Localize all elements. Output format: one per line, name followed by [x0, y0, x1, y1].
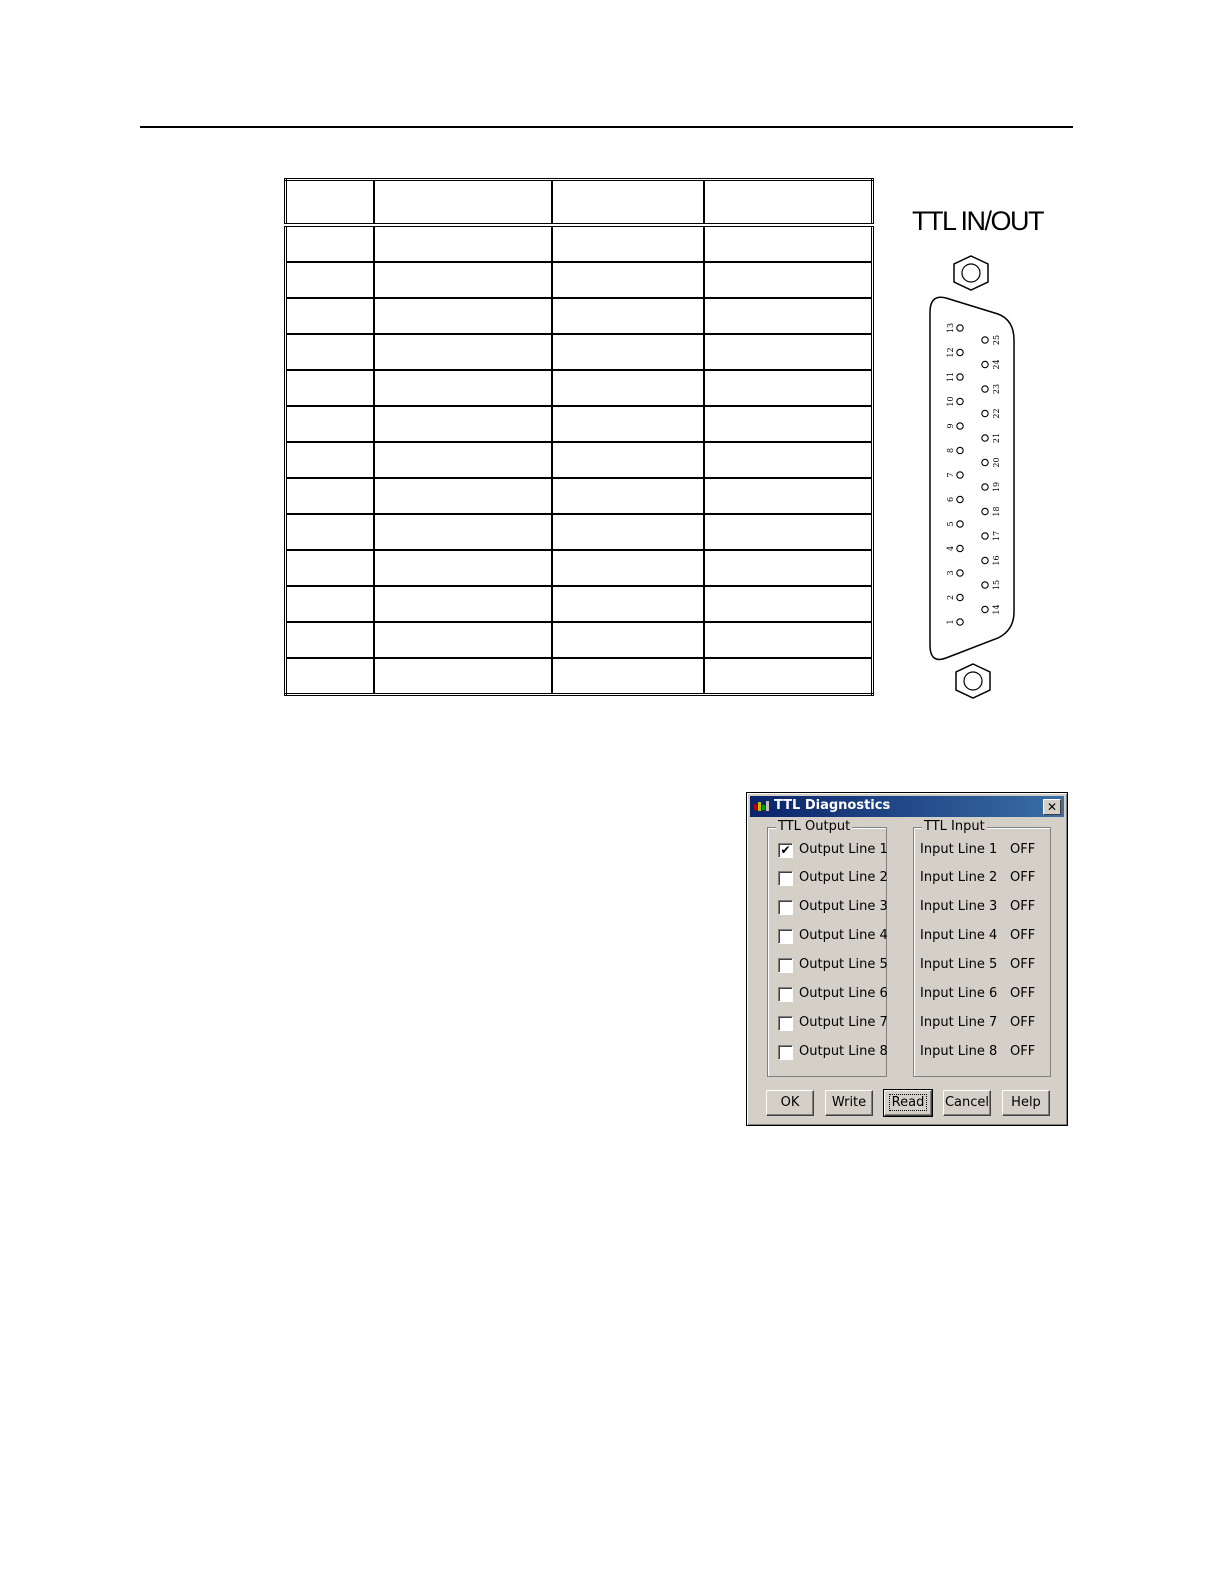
left-pin-number: 13 — [946, 322, 955, 334]
left-pin — [957, 521, 963, 527]
output-line-checkbox[interactable] — [778, 1045, 793, 1060]
table-cell — [374, 586, 552, 622]
output-line-label[interactable]: Output Line 3 — [799, 899, 888, 914]
output-line-checkbox[interactable] — [778, 900, 793, 915]
table-cell — [286, 550, 375, 586]
app-icon — [754, 800, 772, 813]
table-row — [286, 586, 873, 622]
table-cell — [286, 514, 375, 550]
table-cell — [552, 514, 704, 550]
left-pin — [957, 447, 963, 453]
right-pin-number: 25 — [992, 334, 1001, 346]
table-row — [286, 262, 873, 298]
screw-hole-top — [962, 264, 980, 282]
output-line-label[interactable]: Output Line 5 — [799, 957, 888, 972]
connector-shell — [930, 297, 1014, 659]
dialog-titlebar[interactable] — [750, 796, 1064, 817]
table-cell — [704, 225, 873, 262]
read-button[interactable] — [884, 1090, 932, 1116]
table-header-cell — [374, 180, 552, 226]
right-pin-number: 23 — [992, 383, 1001, 395]
table-cell — [704, 658, 873, 695]
table-cell — [374, 442, 552, 478]
table-cell — [552, 550, 704, 586]
table-cell — [552, 334, 704, 370]
left-pin-number: 3 — [946, 570, 955, 576]
write-button-label: Write — [831, 1095, 867, 1110]
help-button-label: Help — [1011, 1095, 1041, 1110]
input-line-row — [920, 928, 1042, 948]
left-pin-number: 9 — [946, 423, 955, 429]
right-pin-number: 17 — [992, 530, 1001, 542]
input-line-row — [920, 899, 1042, 919]
left-pin — [957, 423, 963, 429]
input-line-label: Input Line 1 — [920, 842, 998, 857]
input-line-row — [920, 870, 1042, 890]
input-line-state: OFF — [1010, 986, 1036, 1001]
right-pin — [982, 361, 988, 367]
right-pin-number: 21 — [992, 432, 1001, 444]
right-pin — [982, 557, 988, 563]
input-line-row — [920, 986, 1042, 1006]
cancel-button[interactable] — [943, 1090, 991, 1116]
table-cell — [704, 334, 873, 370]
right-pin-number: 20 — [992, 457, 1001, 468]
right-pin — [982, 606, 988, 612]
table-cell — [704, 370, 873, 406]
table-row — [286, 550, 873, 586]
table-cell — [286, 334, 375, 370]
left-pin-number: 2 — [946, 594, 955, 601]
right-pin-number: 19 — [992, 481, 1001, 493]
table-cell — [704, 550, 873, 586]
table-cell — [704, 262, 873, 298]
table-cell — [286, 622, 375, 658]
db25-connector-diagram — [900, 250, 1040, 710]
left-pin-number: 5 — [946, 521, 955, 527]
table-cell — [704, 622, 873, 658]
connector-title: TTL IN/OUT — [912, 206, 1043, 236]
input-line-row — [920, 1015, 1042, 1035]
input-line-state: OFF — [1010, 842, 1036, 857]
table-header-cell — [704, 180, 873, 226]
right-pin — [982, 435, 988, 441]
table-header-row — [286, 180, 873, 226]
table-cell — [374, 370, 552, 406]
output-line-label[interactable]: Output Line 6 — [799, 986, 888, 1001]
left-pin-number: 1 — [946, 619, 955, 625]
table-cell — [552, 586, 704, 622]
table-header-cell — [286, 180, 375, 226]
header-rule — [140, 126, 1073, 128]
output-line-checkbox[interactable] — [778, 871, 793, 886]
dialog-title: TTL Diagnostics — [774, 798, 891, 813]
left-pin-number: 7 — [946, 472, 955, 478]
input-line-label: Input Line 8 — [920, 1044, 998, 1059]
input-line-row — [920, 1044, 1042, 1064]
table-cell — [374, 550, 552, 586]
table-cell — [374, 658, 552, 695]
ok-button-label: OK — [780, 1095, 800, 1110]
table-row — [286, 478, 873, 514]
right-pin — [982, 410, 988, 416]
left-pin-number: 6 — [946, 496, 955, 503]
table-cell — [704, 298, 873, 334]
table-cell — [286, 406, 375, 442]
ttl-output-group — [767, 819, 888, 1077]
table-cell — [374, 334, 552, 370]
table-cell — [286, 442, 375, 478]
right-pin — [982, 533, 988, 539]
right-pin — [982, 484, 988, 490]
table-cell — [286, 262, 375, 298]
output-line-checkbox[interactable] — [778, 958, 793, 973]
table-cell — [552, 478, 704, 514]
left-pin-number: 8 — [946, 447, 955, 454]
right-pin — [982, 386, 988, 392]
output-line-checkbox[interactable] — [778, 1016, 793, 1031]
input-line-label: Input Line 3 — [920, 899, 998, 914]
pin-table — [284, 178, 874, 696]
input-line-state: OFF — [1010, 957, 1036, 972]
output-line-label[interactable]: Output Line 2 — [799, 870, 888, 885]
right-pin — [982, 582, 988, 588]
left-pin — [957, 619, 963, 625]
table-cell — [374, 478, 552, 514]
left-pin-number: 10 — [946, 396, 955, 407]
output-line-label[interactable]: Output Line 1 — [799, 842, 888, 857]
ttl-diagnostics-dialog — [746, 792, 1068, 1126]
input-line-state: OFF — [1010, 928, 1036, 943]
input-line-row — [920, 842, 1042, 862]
left-pin-number: 12 — [946, 347, 955, 358]
table-cell — [704, 514, 873, 550]
table-row — [286, 658, 873, 695]
table-cell — [374, 262, 552, 298]
pin-group — [946, 323, 1001, 625]
table-cell — [286, 658, 375, 695]
right-pin — [982, 337, 988, 343]
right-pin-number: 16 — [992, 555, 1001, 566]
right-pin-number: 15 — [992, 579, 1001, 591]
left-pin-number: 11 — [946, 371, 955, 383]
help-button[interactable] — [1002, 1090, 1050, 1116]
input-line-label: Input Line 7 — [920, 1015, 998, 1030]
screw-hex-bottom — [956, 664, 990, 698]
left-pin — [957, 349, 963, 355]
input-line-label: Input Line 2 — [920, 870, 998, 885]
left-pin — [957, 472, 963, 478]
table-cell — [704, 442, 873, 478]
table-cell — [704, 478, 873, 514]
left-pin-number: 4 — [946, 545, 955, 552]
table-cell — [286, 370, 375, 406]
write-button[interactable] — [825, 1090, 873, 1116]
table-row — [286, 406, 873, 442]
table-cell — [374, 622, 552, 658]
left-pin — [957, 545, 963, 551]
input-line-state: OFF — [1010, 1044, 1036, 1059]
input-line-state: OFF — [1010, 899, 1036, 914]
ok-button[interactable] — [766, 1090, 814, 1116]
right-pin-number: 18 — [992, 506, 1001, 517]
table-cell — [374, 298, 552, 334]
close-button[interactable]: ✕ — [1043, 799, 1061, 815]
table-row — [286, 298, 873, 334]
left-pin — [957, 496, 963, 502]
input-line-state: OFF — [1010, 870, 1036, 885]
ttl-input-group-label: TTL Input — [924, 819, 985, 834]
table-cell — [704, 586, 873, 622]
right-pin — [982, 508, 988, 514]
left-pin — [957, 374, 963, 380]
table-row — [286, 225, 873, 262]
table-cell — [704, 406, 873, 442]
left-pin — [957, 325, 963, 331]
table-cell — [374, 406, 552, 442]
table-row — [286, 334, 873, 370]
table-cell — [552, 406, 704, 442]
table-cell — [286, 298, 375, 334]
table-cell — [552, 262, 704, 298]
table-cell — [552, 622, 704, 658]
right-pin — [982, 459, 988, 465]
input-line-label: Input Line 4 — [920, 928, 998, 943]
ttl-input-group — [913, 819, 1051, 1077]
left-pin — [957, 594, 963, 600]
right-pin-number: 22 — [992, 408, 1001, 419]
cancel-button-label: Cancel — [944, 1095, 990, 1110]
input-line-label: Input Line 6 — [920, 986, 998, 1001]
table-row — [286, 622, 873, 658]
table-cell — [552, 225, 704, 262]
output-line-checkbox[interactable] — [778, 987, 793, 1002]
right-pin-number: 24 — [992, 359, 1001, 370]
left-pin — [957, 398, 963, 404]
output-line-label[interactable]: Output Line 4 — [799, 928, 888, 943]
table-row — [286, 442, 873, 478]
output-line-checkbox[interactable] — [778, 929, 793, 944]
screw-hex-top — [954, 256, 988, 290]
input-line-state: OFF — [1010, 1015, 1036, 1030]
ttl-output-group-label: TTL Output — [778, 819, 851, 834]
output-line-label[interactable]: Output Line 8 — [799, 1044, 888, 1059]
table-row — [286, 370, 873, 406]
input-line-row — [920, 957, 1042, 977]
left-pin — [957, 570, 963, 576]
table-cell — [552, 370, 704, 406]
table-cell — [286, 586, 375, 622]
table-header-cell — [552, 180, 704, 226]
input-line-label: Input Line 5 — [920, 957, 998, 972]
output-line-label[interactable]: Output Line 7 — [799, 1015, 888, 1030]
table-cell — [286, 225, 375, 262]
right-pin-number: 14 — [992, 604, 1001, 615]
table-cell — [552, 298, 704, 334]
table-row — [286, 514, 873, 550]
table-cell — [552, 442, 704, 478]
table-cell — [552, 658, 704, 695]
screw-hole-bottom — [964, 672, 982, 690]
table-cell — [286, 478, 375, 514]
output-line-checkbox[interactable]: ✔ — [778, 843, 793, 858]
table-cell — [374, 225, 552, 262]
read-button-label: Read — [889, 1094, 928, 1111]
table-cell — [374, 514, 552, 550]
